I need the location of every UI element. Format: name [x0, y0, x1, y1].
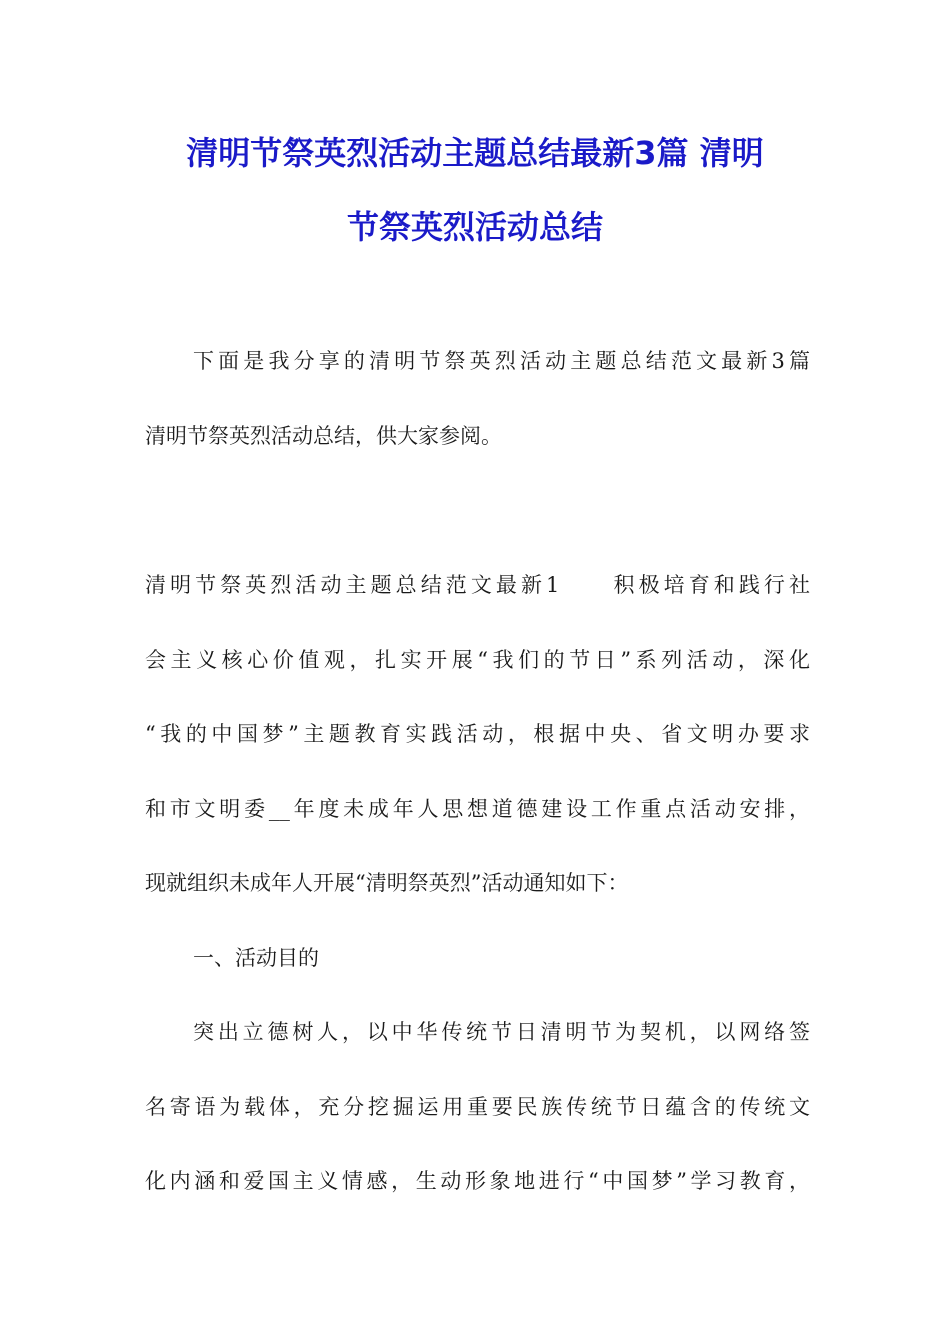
- section-heading: 一、活动目的: [193, 946, 319, 970]
- body-line-4: 和市文明委__年度未成年人思想道德建设工作重点活动安排，: [145, 797, 810, 821]
- body-line-3: “我的中国梦”主题教育实践活动，根据中央、省文明办要求: [145, 722, 810, 746]
- section-line-1: 突出立德树人，以中华传统节日清明节为契机，以网络签: [193, 1020, 810, 1044]
- section-line-2: 名寄语为载体，充分挖掘运用重要民族传统节日蕴含的传统文: [145, 1095, 810, 1119]
- intro-line-1: 下面是我分享的清明节祭英烈活动主题总结范文最新3篇: [193, 349, 810, 373]
- section-line-3: 化内涵和爱国主义情感，生动形象地进行“中国梦”学习教育，: [145, 1169, 810, 1193]
- body-line-2: 会主义核心价值观，扎实开展“我们的节日”系列活动，深化: [145, 648, 810, 672]
- document-title-line-1: 清明节祭英烈活动主题总结最新3篇 清明: [186, 134, 764, 172]
- body-line-5: 现就组织未成年人开展“清明祭英烈”活动通知如下：: [145, 871, 629, 895]
- body-line-1: 清明节祭英烈活动主题总结范文最新1 积极培育和践行社: [145, 573, 810, 597]
- intro-line-2: 清明节祭英烈活动总结，供大家参阅。: [145, 424, 502, 448]
- document-title-line-2: 节祭英烈活动总结: [346, 208, 603, 246]
